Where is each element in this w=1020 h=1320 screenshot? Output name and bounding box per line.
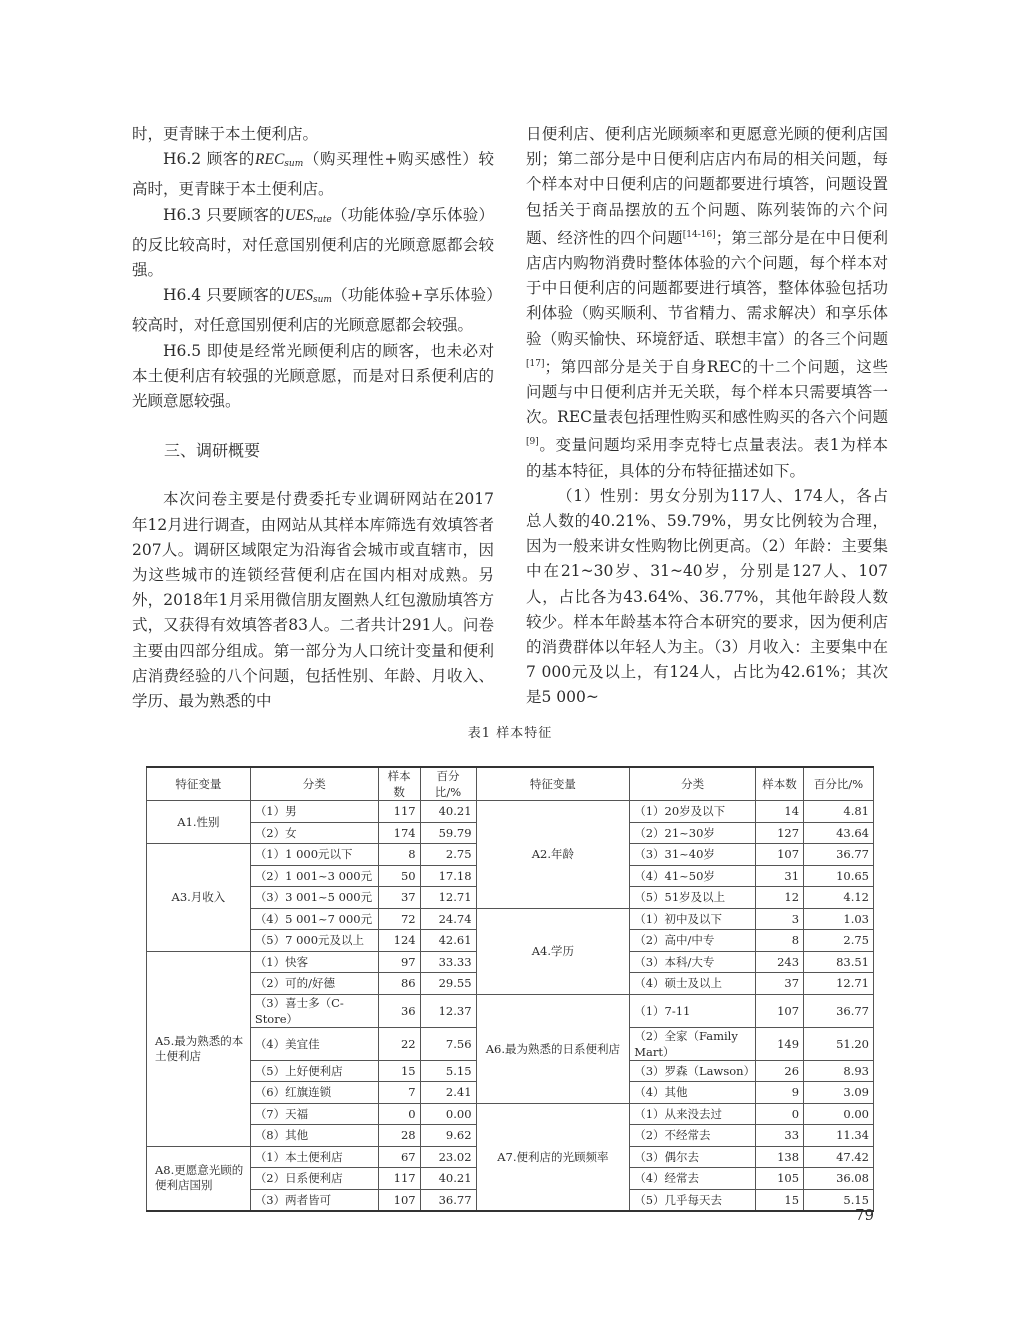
- percent-cell: 17.18: [420, 865, 476, 887]
- category-cell: （1）男: [250, 801, 378, 823]
- percent-cell: 1.03: [804, 908, 874, 930]
- percent-cell: 36.77: [804, 994, 874, 1027]
- count-cell: 72: [378, 908, 420, 930]
- percent-cell: 29.55: [420, 973, 476, 995]
- table-row: [147, 801, 874, 823]
- hypothesis-h64: H6.4 只要顾客的$UES_{sum}$（功能体验+享乐体验）较高时，对任意国别便利店的光顾意愿都会较强。: [132, 286, 494, 335]
- count-cell: 174: [378, 822, 420, 844]
- count-cell: 8: [756, 930, 804, 952]
- variable-a7: A7.便利店的光顾频率: [476, 1103, 630, 1211]
- percent-cell: 43.64: [804, 822, 874, 844]
- count-cell: 124: [378, 930, 420, 952]
- count-cell: 28: [378, 1125, 420, 1147]
- percent-cell: 83.51: [804, 951, 874, 973]
- variable-a4: A4.学历: [476, 908, 630, 994]
- category-cell: （4）41~50岁: [630, 865, 756, 887]
- category-cell: （4）5 001~7 000元: [250, 908, 378, 930]
- count-cell: 26: [756, 1060, 804, 1082]
- variable-a5: A5.最为熟悉的本土便利店: [147, 951, 251, 1146]
- paragraph-distribution: （1）性别：男女分别为117人、174人，各占总人数的40.21%、59.79%，男女比例较为合理，因为一般来讲女性购物比例更高。（2）年龄：主要集中在21~30岁、31~40岁，分别是127人、107人，占比各为43.64%、36.77%，其他年龄段人数较少。样本年龄基本符合本研究的要求，因为便利店的消费群体以年轻人为主。（3）月收入：主要集中在7 000元及以上，有124人，占比为42.61%；其次是5 000~: [526, 486, 888, 707]
- header-cell: 特征变量: [476, 767, 630, 801]
- category-cell: （6）红旗连锁: [250, 1082, 378, 1104]
- count-cell: 9: [756, 1082, 804, 1104]
- hypothesis-h63: H6.3 只要顾客的$UES_{rate}$（功能体验/享乐体验）的反比较高时，对任意国别便利店的光顾意愿都会较强。: [132, 205, 494, 280]
- category-cell: （5）51岁及以上: [630, 887, 756, 909]
- count-cell: 243: [756, 951, 804, 973]
- category-cell: （8）其他: [250, 1125, 378, 1147]
- count-cell: 15: [756, 1189, 804, 1211]
- percent-cell: 8.93: [804, 1060, 874, 1082]
- percent-cell: 2.75: [420, 844, 476, 866]
- category-cell: （3）本科/大专: [630, 951, 756, 973]
- category-cell: （2）全家（Family Mart）: [630, 1027, 756, 1060]
- count-cell: 36: [378, 994, 420, 1027]
- category-cell: （5）几乎每天去: [630, 1189, 756, 1211]
- table-caption: 表1 样本特征: [467, 726, 553, 741]
- count-cell: 0: [756, 1103, 804, 1125]
- count-cell: 31: [756, 865, 804, 887]
- category-cell: （5）上好便利店: [250, 1060, 378, 1082]
- variable-a8: A8.更愿意光顾的便利店国别: [147, 1146, 251, 1211]
- paragraph-questionnaire: 日便利店、便利店光顾频率和更愿意光顾的便利店国别；第二部分是中日便利店店内布局的相关问题，每个样本对中日便利店的问题都要进行填答，问题设置包括关于商品摆放的五个问题、陈列装饰的六个问题、经济性的四个问题[14-16]；第三部分是在中日便利店店内购物消费时整体体验的六个问题，每个样本对于中日便利店的问题都要进行填答，整体体验包括功利体验（购买顺利、节省精力、需求解决）和享乐体验（购买愉快、环境舒适、联想丰富）的各三个问题[17]；第四部分是关于自身REC的十二个问题，这些问题与中日便利店并无关联，每个样本只需要填答一次。REC量表包括理性购买和感性购买的各六个问题[9]。变量问题均采用李克特七点量表法。表1为样本的基本特征，具体的分布特征描述如下。: [526, 125, 888, 480]
- count-cell: 8: [378, 844, 420, 866]
- hypothesis-h65: H6.5 即使是经常光顾便利店的顾客，也未必对本土便利店有较强的光顾意愿，而是对日系便利店的光顾意愿较强。: [132, 341, 494, 411]
- header-cell: 百分比/%: [420, 767, 476, 801]
- category-cell: （1）快客: [250, 951, 378, 973]
- percent-cell: 59.79: [420, 822, 476, 844]
- count-cell: 67: [378, 1146, 420, 1168]
- percent-cell: 40.21: [420, 801, 476, 823]
- category-cell: （4）其他: [630, 1082, 756, 1104]
- category-cell: （2）1 001~3 000元: [250, 865, 378, 887]
- category-cell: （2）日系便利店: [250, 1168, 378, 1190]
- page-number: 79: [855, 1206, 875, 1224]
- percent-cell: 24.74: [420, 908, 476, 930]
- table-row: [147, 908, 874, 930]
- paragraph-h61-tail: 时，更青睐于本土便利店。: [132, 125, 319, 143]
- category-cell: （3）喜士多（C-Store）: [250, 994, 378, 1027]
- category-cell: （2）高中/中专: [630, 930, 756, 952]
- count-cell: 105: [756, 1168, 804, 1190]
- category-cell: （5）7 000元及以上: [250, 930, 378, 952]
- right-text-column: [526, 122, 888, 711]
- percent-cell: 0.00: [804, 1103, 874, 1125]
- category-cell: （1）从来没去过: [630, 1103, 756, 1125]
- category-cell: （4）硕士及以上: [630, 973, 756, 995]
- percent-cell: 10.65: [804, 865, 874, 887]
- table-row: [147, 994, 874, 1027]
- percent-cell: 2.41: [420, 1082, 476, 1104]
- category-cell: （1）20岁及以下: [630, 801, 756, 823]
- category-cell: （2）女: [250, 822, 378, 844]
- percent-cell: 36.08: [804, 1168, 874, 1190]
- percent-cell: 0.00: [420, 1103, 476, 1125]
- category-cell: （1）7-11: [630, 994, 756, 1027]
- percent-cell: 23.02: [420, 1146, 476, 1168]
- count-cell: 149: [756, 1027, 804, 1060]
- left-text-column: [132, 122, 494, 714]
- variable-a6: A6.最为熟悉的日系便利店: [476, 994, 630, 1103]
- percent-cell: 12.37: [420, 994, 476, 1027]
- count-cell: 33: [756, 1125, 804, 1147]
- category-cell: （1）初中及以下: [630, 908, 756, 930]
- count-cell: 3: [756, 908, 804, 930]
- percent-cell: 33.33: [420, 951, 476, 973]
- variable-a2: A2.年龄: [476, 801, 630, 909]
- percent-cell: 12.71: [804, 973, 874, 995]
- header-cell: 分类: [250, 767, 378, 801]
- category-cell: （1）1 000元以下: [250, 844, 378, 866]
- percent-cell: 5.15: [804, 1189, 874, 1211]
- section-heading: 三、调研概要: [164, 441, 261, 461]
- count-cell: 97: [378, 951, 420, 973]
- percent-cell: 40.21: [420, 1168, 476, 1190]
- category-cell: （3）31~40岁: [630, 844, 756, 866]
- header-cell: 样本数: [378, 767, 420, 801]
- count-cell: 12: [756, 887, 804, 909]
- count-cell: 37: [378, 887, 420, 909]
- citation: [9]: [526, 437, 539, 448]
- count-cell: 86: [378, 973, 420, 995]
- citation: [14-16]: [682, 229, 716, 240]
- header-cell: 分类: [630, 767, 756, 801]
- citation: [17]: [526, 358, 545, 369]
- percent-cell: 11.34: [804, 1125, 874, 1147]
- count-cell: 7: [378, 1082, 420, 1104]
- header-cell: 特征变量: [147, 767, 251, 801]
- percent-cell: 51.20: [804, 1027, 874, 1060]
- count-cell: 0: [378, 1103, 420, 1125]
- count-cell: 50: [378, 865, 420, 887]
- percent-cell: 36.77: [420, 1189, 476, 1211]
- category-cell: （3）偶尔去: [630, 1146, 756, 1168]
- count-cell: 117: [378, 801, 420, 823]
- count-cell: 14: [756, 801, 804, 823]
- count-cell: 117: [378, 1168, 420, 1190]
- category-cell: （4）美宜佳: [250, 1027, 378, 1060]
- hypothesis-h62: H6.2 顾客的$REC_{sum}$（购买理性+购买感性）较高时，更青睐于本土便利店。: [132, 150, 494, 199]
- variable-a1: A1.性别: [147, 801, 251, 844]
- count-cell: 138: [756, 1146, 804, 1168]
- header-cell: 样本数: [756, 767, 804, 801]
- percent-cell: 4.12: [804, 887, 874, 909]
- percent-cell: 2.75: [804, 930, 874, 952]
- category-cell: （3）3 001~5 000元: [250, 887, 378, 909]
- header-cell: 百分比/%: [804, 767, 874, 801]
- count-cell: 107: [378, 1189, 420, 1211]
- category-cell: （7）天福: [250, 1103, 378, 1125]
- table-header-row: [147, 767, 874, 801]
- count-cell: 107: [756, 844, 804, 866]
- percent-cell: 42.61: [420, 930, 476, 952]
- category-cell: （2）不经常去: [630, 1125, 756, 1147]
- count-cell: 22: [378, 1027, 420, 1060]
- category-cell: （3）两者皆可: [250, 1189, 378, 1211]
- percent-cell: 4.81: [804, 801, 874, 823]
- category-cell: （3）罗森（Lawson）: [630, 1060, 756, 1082]
- percent-cell: 3.09: [804, 1082, 874, 1104]
- count-cell: 127: [756, 822, 804, 844]
- count-cell: 107: [756, 994, 804, 1027]
- percent-cell: 36.77: [804, 844, 874, 866]
- category-cell: （2）21~30岁: [630, 822, 756, 844]
- category-cell: （1）本土便利店: [250, 1146, 378, 1168]
- count-cell: 37: [756, 973, 804, 995]
- percent-cell: 7.56: [420, 1027, 476, 1060]
- count-cell: 15: [378, 1060, 420, 1082]
- percent-cell: 47.42: [804, 1146, 874, 1168]
- category-cell: （2）可的/好德: [250, 973, 378, 995]
- percent-cell: 12.71: [420, 887, 476, 909]
- percent-cell: 9.62: [420, 1125, 476, 1147]
- category-cell: （4）经常去: [630, 1168, 756, 1190]
- sample-characteristics-table: [146, 766, 874, 1212]
- paragraph-survey: 本次问卷主要是付费委托专业调研网站在2017年12月进行调查，由网站从其样本库筛选有效填答者207人。调研区域限定为沿海省会城市或直辖市，因为这些城市的连锁经营便利店在国内相对成熟。另外，2018年1月采用微信朋友圈熟人红包激励填答方式，又获得有效填答者83人。二者共计291人。问卷主要由四部分组成。第一部分为人口统计变量和便利店消费经验的八个问题，包括性别、年龄、月收入、学历、最为熟悉的中: [132, 490, 494, 711]
- table-row: [147, 1103, 874, 1125]
- variable-a3: A3.月收入: [147, 844, 251, 952]
- percent-cell: 5.15: [420, 1060, 476, 1082]
